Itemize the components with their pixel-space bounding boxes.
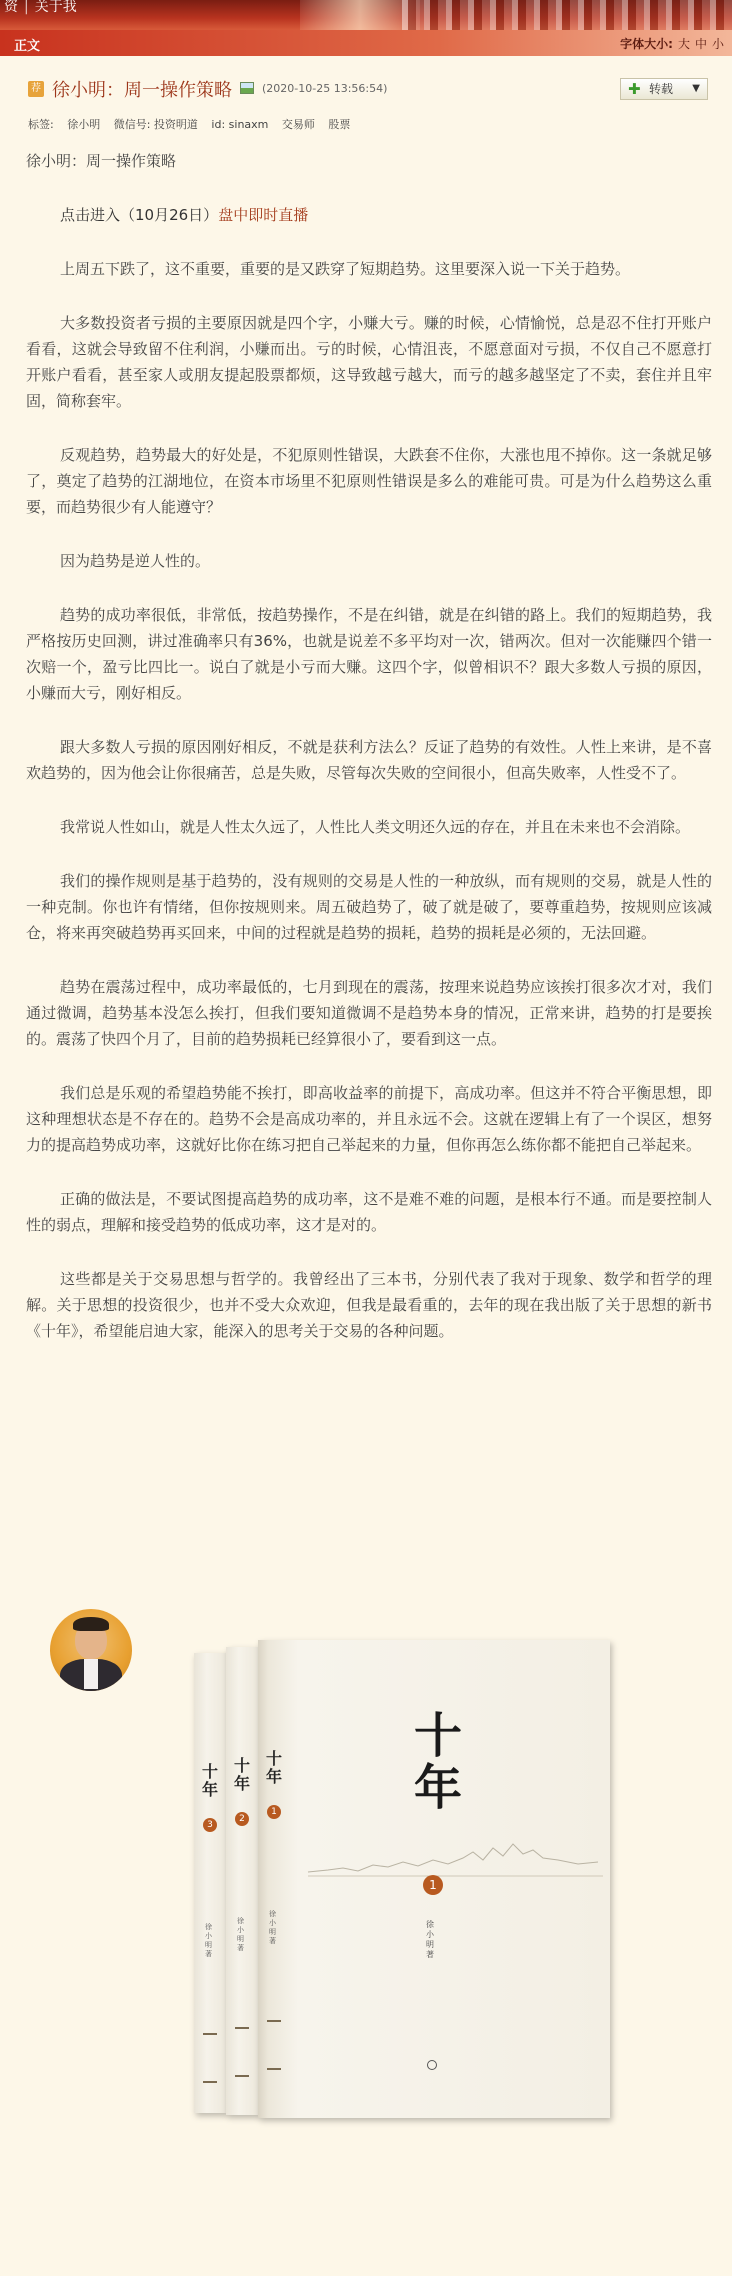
spine-publisher-mark [267,2020,281,2070]
section-titlebar [0,30,732,56]
live-broadcast-link[interactable]: 盘中即时直播 [218,206,309,224]
spine-author: 徐小明 著 [205,1923,212,1958]
cover-publisher-logo [388,2060,478,2082]
tags-row [28,116,360,132]
article-body [26,148,712,1372]
forward-label: 转载 [649,82,674,96]
tags-label: 标签: [28,118,54,131]
body-paragraph: 上周五下跌了，这不重要，重要的是又跌穿了短期趋势。这里要深入说一下关于趋势。 [60,260,631,278]
spine-author: 徐小明 著 [237,1917,244,1952]
article-title: 徐小明：周一操作策略 [52,80,232,101]
live-link-prefix: 点击进入（10月26日） [60,206,219,224]
cover-title: 十年 [413,1708,462,1816]
body-paragraph: 我们的操作规则是基于趋势的，没有规则的交易是人性的一种放纵，而有规则的交易，就是人性的一种克制。你也许有情绪，但你按规则来。周五破趋势了，破了就是破了，要尊重趋势，按规则应该减仓，将来再突破趋势再买回来，中间的过程就是趋势的损耗，趋势的损耗是必须的，无法回避。 [26,872,712,942]
body-paragraph: 这些都是关于交易思想与哲学的。我曾经出了三本书，分别代表了我对于现象、数学和哲学的理解。关于思想的投资很少，也并不受大众欢迎，但我是最看重的，去年的现在我出版了关于思想的新书《十年》，希望能启迪大家，能深入的思考关于交易的各种问题。 [26,1270,712,1340]
recommended-badge: 荐 [28,81,44,97]
spine-volume-number: 3 [203,1818,217,1832]
spine-author: 徐小明 著 [269,1910,276,1945]
book-volume-2 [226,1647,258,2115]
body-paragraph: 趋势在震荡过程中，成功率最低的，七月到现在的震荡，按理来说趋势应该挨打很多次才对，我们通过微调，趋势基本没怎么挨打，但我们要知道微调不是趋势本身的情况，正常来讲，趋势的打是要挨的。震荡了快四个月了，目前的趋势损耗已经算很小了，要看到这一点。 [26,978,712,1048]
article-header [0,56,732,136]
font-size-medium[interactable]: 中 [694,37,707,51]
body-paragraph: 跟大多数人亏损的原因刚好相反，不就是获利方法么？反证了趋势的有效性。人性上来讲，是不喜欢趋势的，因为他会让你很痛苦，总是失败，尽管每次失败的空间很小，但高失败率，人性受不了。 [26,738,712,782]
live-link-paragraph [26,202,712,228]
spine-title: 十年 [265,1749,282,1786]
picture-icon [240,82,254,94]
body-paragraph: 正确的做法是，不要试图提高趋势的成功率，这不是难不难的问题，是根本行不通。而是要控制人性的弱点，理解和接受趋势的低成功率，这才是对的。 [26,1190,712,1234]
spine-title: 十年 [201,1762,218,1799]
tag-item[interactable]: 股票 [328,118,351,131]
body-paragraph: 我们总是乐观的希望趋势能不挨打，即高收益率的前提下，高成功率。但这并不符合平衡思想，即这种理想状态是不存在的。趋势不会是高成功率的，并且永远不会。这就在逻辑上有了一个误区，想努力的提高趋势成功率，这就好比你在练习把自己举起来的力量，但你再怎么练你都不能把自己举起来。 [26,1084,712,1154]
spine-title: 十年 [233,1756,250,1793]
spine-publisher-mark [235,2027,249,2077]
plus-icon: ✚ [628,80,641,98]
cover-author: 徐小明 著 [426,1920,434,1959]
forward-button[interactable] [620,78,708,100]
nav-item-assets[interactable]: 资 [4,0,18,15]
cover-chart-line [268,1840,608,1880]
font-size-large[interactable]: 大 [677,37,690,51]
font-size-label: 字体大小: [620,37,673,51]
book-volume-3 [194,1653,226,2113]
body-paragraph: 趋势的成功率很低，非常低，按趋势操作，不是在纠错，就是在纠错的路上。我们的短期趋势，我严格按历史回测，讲过准确率只有36%，也就是说差不多平均对一次，错两次。但对一次能赚四个错一次赔一个，盈亏比四比一。说白了就是小亏而大赚。这四个字，似曾相识不？跟大多数人亏损的原因，小赚而大亏，刚好相反。 [26,606,712,702]
top-nav: 资 | 关于我 [4,0,77,15]
section-label: 正文 [14,39,41,54]
article-date: (2020-10-25 13:56:54) [262,82,388,95]
body-paragraph: 我常说人性如山，就是人性太久远了，人性比人类文明还久远的存在，并且在未来也不会消除。 [60,818,691,836]
body-paragraph: 大多数投资者亏损的主要原因就是四个字，小赚大亏。赚的时候，心情愉悦，总是忍不住打开账户看看，这就会导致留不住利润，小赚而出。亏的时候，心情沮丧，不愿意面对亏损，不仅自己不愿意打开账户看看，甚至家人或朋友提起股票都烦，这导致越亏越大，而亏的越多越坚定了不卖，套住并且牢固，简称套牢。 [26,314,712,410]
tag-item[interactable]: 微信号: 投资明道 [113,118,198,131]
body-paragraph: 反观趋势，趋势最大的好处是，不犯原则性错误，大跌套不住你，大涨也甩不掉你。这一条就足够了，奠定了趋势的江湖地位，在资本市场里不犯原则性错误是多么的难能可贵。可是为什么趋势这么重要，而趋势很少有人能遵守？ [26,446,712,516]
body-paragraph: 因为趋势是逆人性的。 [60,552,211,570]
tag-item[interactable]: id: sinaxm [211,118,269,131]
tag-item[interactable]: 徐小明 [67,118,101,131]
tag-item[interactable]: 交易师 [281,118,315,131]
spine-volume-number: 1 [267,1805,281,1819]
nav-item-about[interactable]: 关于我 [34,0,77,15]
spine-publisher-mark [203,2033,217,2083]
top-banner [0,0,732,30]
cover-volume-number: 1 [423,1875,443,1895]
spine-volume-number: 2 [235,1812,249,1826]
font-size-control [615,35,724,52]
book-image [0,1585,732,2145]
author-avatar [50,1609,132,1691]
intro-paragraph: 徐小明：周一操作策略 [26,152,177,170]
book-volume-1-cover [258,1640,610,2118]
font-size-small[interactable]: 小 [711,37,724,51]
banner-decoration-image [402,0,732,30]
dropdown-arrow-icon: ▼ [692,83,700,94]
